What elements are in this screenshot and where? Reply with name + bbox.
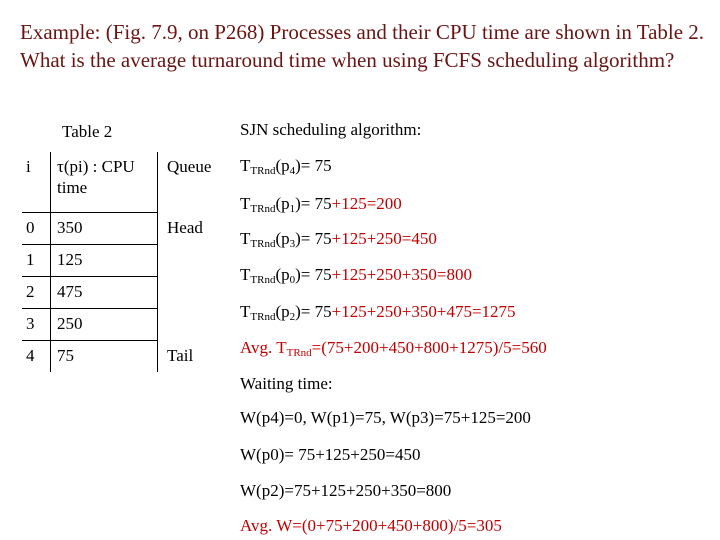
sjn-title: SJN scheduling algorithm: [240, 120, 422, 139]
cell-i: 2 [22, 277, 51, 309]
waiting-title: Waiting time: [240, 374, 333, 393]
avg-waiting-line: Avg. W=(0+75+200+450+800)/5=305 [240, 516, 502, 535]
header-i: i [22, 152, 51, 213]
cell-time: 250 [51, 309, 158, 341]
table-row [22, 245, 237, 277]
cell-queue [158, 277, 238, 309]
cell-time: 75 [51, 341, 158, 373]
cell-queue [158, 245, 238, 277]
turnaround-line: $T_{TRnd}(p_1)= 75+125=200$ [240, 194, 402, 215]
tau-symbol: τ [57, 157, 64, 176]
header-cpu-time [51, 152, 158, 213]
turnaround-line: $T_{TRnd}(p_2)= 75+125+250+350+475=1275$ [240, 302, 516, 323]
turnaround-line: $T_{TRnd}(p_4)= 75$ [240, 156, 332, 177]
cell-queue [158, 309, 238, 341]
question-text: Example: (Fig. 7.9, on P268) Processes and their CPU time are shown in Table 2. What is the average turnaround time when using FCFS scheduling algorithm? [20, 20, 705, 72]
turnaround-line: $T_{TRnd}(p_0)= 75+125+250+350=800$ [240, 265, 472, 286]
cell-i: 0 [22, 213, 51, 245]
waiting-line: W(p0)= 75+125+250=450 [240, 445, 421, 464]
cell-i: 3 [22, 309, 51, 341]
cell-queue: Tail [167, 345, 194, 365]
process-table [22, 152, 237, 372]
cell-time: 475 [51, 277, 158, 309]
cell-i: 1 [22, 245, 51, 277]
table-row [22, 277, 237, 309]
table-header-row [22, 152, 237, 213]
header-cpu-time-label: (pi) : CPU time [57, 157, 135, 197]
header-queue: Queue [167, 157, 212, 176]
cell-time: 350 [51, 213, 158, 245]
avg-turnaround-line: Avg. $T_{TRnd}=(75+200+450+800+1275)/5=560$ [240, 338, 547, 359]
table-row [22, 213, 237, 245]
cell-time: 125 [51, 245, 158, 277]
cell-i: 4 [22, 341, 51, 373]
table-row [22, 341, 237, 373]
waiting-line: W(p2)=75+125+250+350=800 [240, 481, 452, 500]
table-row [22, 309, 237, 341]
turnaround-line: $T_{TRnd}(p_3)= 75+125+250=450$ [240, 229, 437, 250]
waiting-line: W(p4)=0, W(p1)=75, W(p3)=75+125=200 [240, 408, 531, 427]
cell-queue: Head [167, 217, 203, 237]
table-caption: Table 2 [62, 122, 113, 141]
